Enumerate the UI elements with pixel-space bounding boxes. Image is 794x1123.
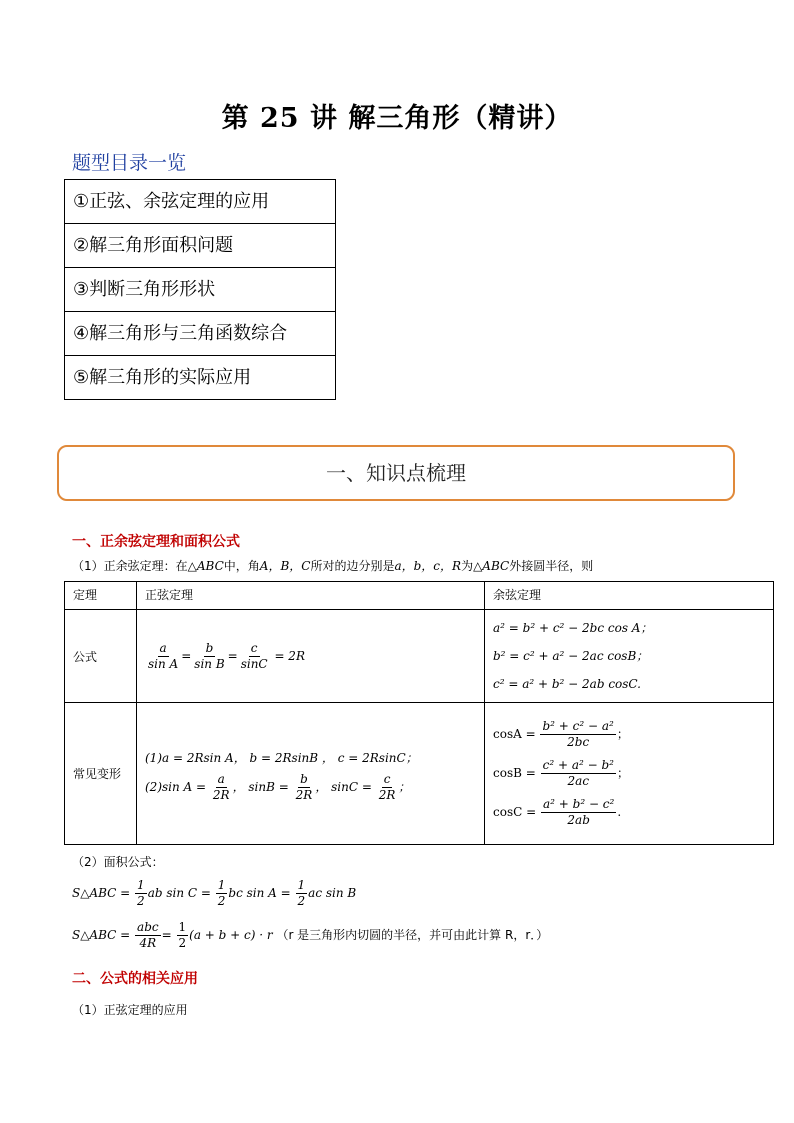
cos-law-variants: cosA = $\frac{\text{b² + c² − a²}}{2bc}$ ； cosB = $\frac{\text{c² + a² − b²}}{2ac}$ ； cosC = $\frac{\text{a² + b² − c²}}{2ab}$ . [485, 703, 774, 845]
intro-text: （1）正余弦定理：在△ABC中，角A，B，C所对的边分别是a，b，c，R为△ABC外接圆半径，则 [72, 559, 594, 573]
subsection-heading: 一、正余弦定理和面积公式 [72, 534, 240, 550]
toc-heading: 题型目录一览 [72, 152, 187, 174]
toc-item: ③判断三角形形状 [65, 268, 336, 312]
subsection-heading: 二、公式的相关应用 [72, 971, 198, 987]
toc-item: ⑤解三角形的实际应用 [65, 356, 336, 400]
toc-item: ①正弦、余弦定理的应用 [65, 180, 336, 224]
subsection-item: （1）正弦定理的应用 [72, 1003, 188, 1017]
table-header: 余弦定理 [485, 582, 774, 610]
row-label-formula: 公式 [65, 610, 137, 703]
section-title: 一、知识点梳理 [57, 445, 735, 501]
toc-table [64, 179, 336, 400]
area-formula-1: S△ABC = $\frac{1}{2}$ ab sin C = $\frac{1}{2}$ bc sin A = $\frac{1}{2}$ ac sin B [72, 878, 357, 908]
area-formula-2: S△ABC = $\frac{\text{abc}}{4R}$ = $\frac{1}{2}$ (a + b + c) · r （r 是三角形内切圆的半径，并可由此计算 R，r．） [72, 920, 549, 950]
toc-item: ②解三角形面积问题 [65, 224, 336, 268]
law-table [64, 581, 774, 845]
cos-law-formula: a² = b² + c² − 2bc cos A； b² = c² + a² − 2ac cosB； c² = a² + b² − 2ab cosC. [485, 610, 774, 703]
page-title: 第 25 讲 解三角形（精讲） [221, 103, 573, 134]
sine-law-variants: (1)a = 2Rsin A， b = 2RsinB ， c = 2RsinC； (2)sin A = $\frac{a}{2R}$ ， sinB = $\frac{b}{2R}$ ， sinC = $\frac{c}{2R}$ ； [137, 703, 485, 845]
row-label-variant: 常见变形 [65, 703, 137, 845]
area-heading: （2）面积公式： [72, 855, 164, 869]
sine-law-formula: $\frac{a}{\text{sin A}}$ = $\frac{b}{\text{sin B}}$ = $\frac{c}{\sin C}$ = 2R [137, 610, 485, 703]
table-header: 正弦定理 [137, 582, 485, 610]
toc-item: ④解三角形与三角函数综合 [65, 312, 336, 356]
table-header: 定理 [65, 582, 137, 610]
